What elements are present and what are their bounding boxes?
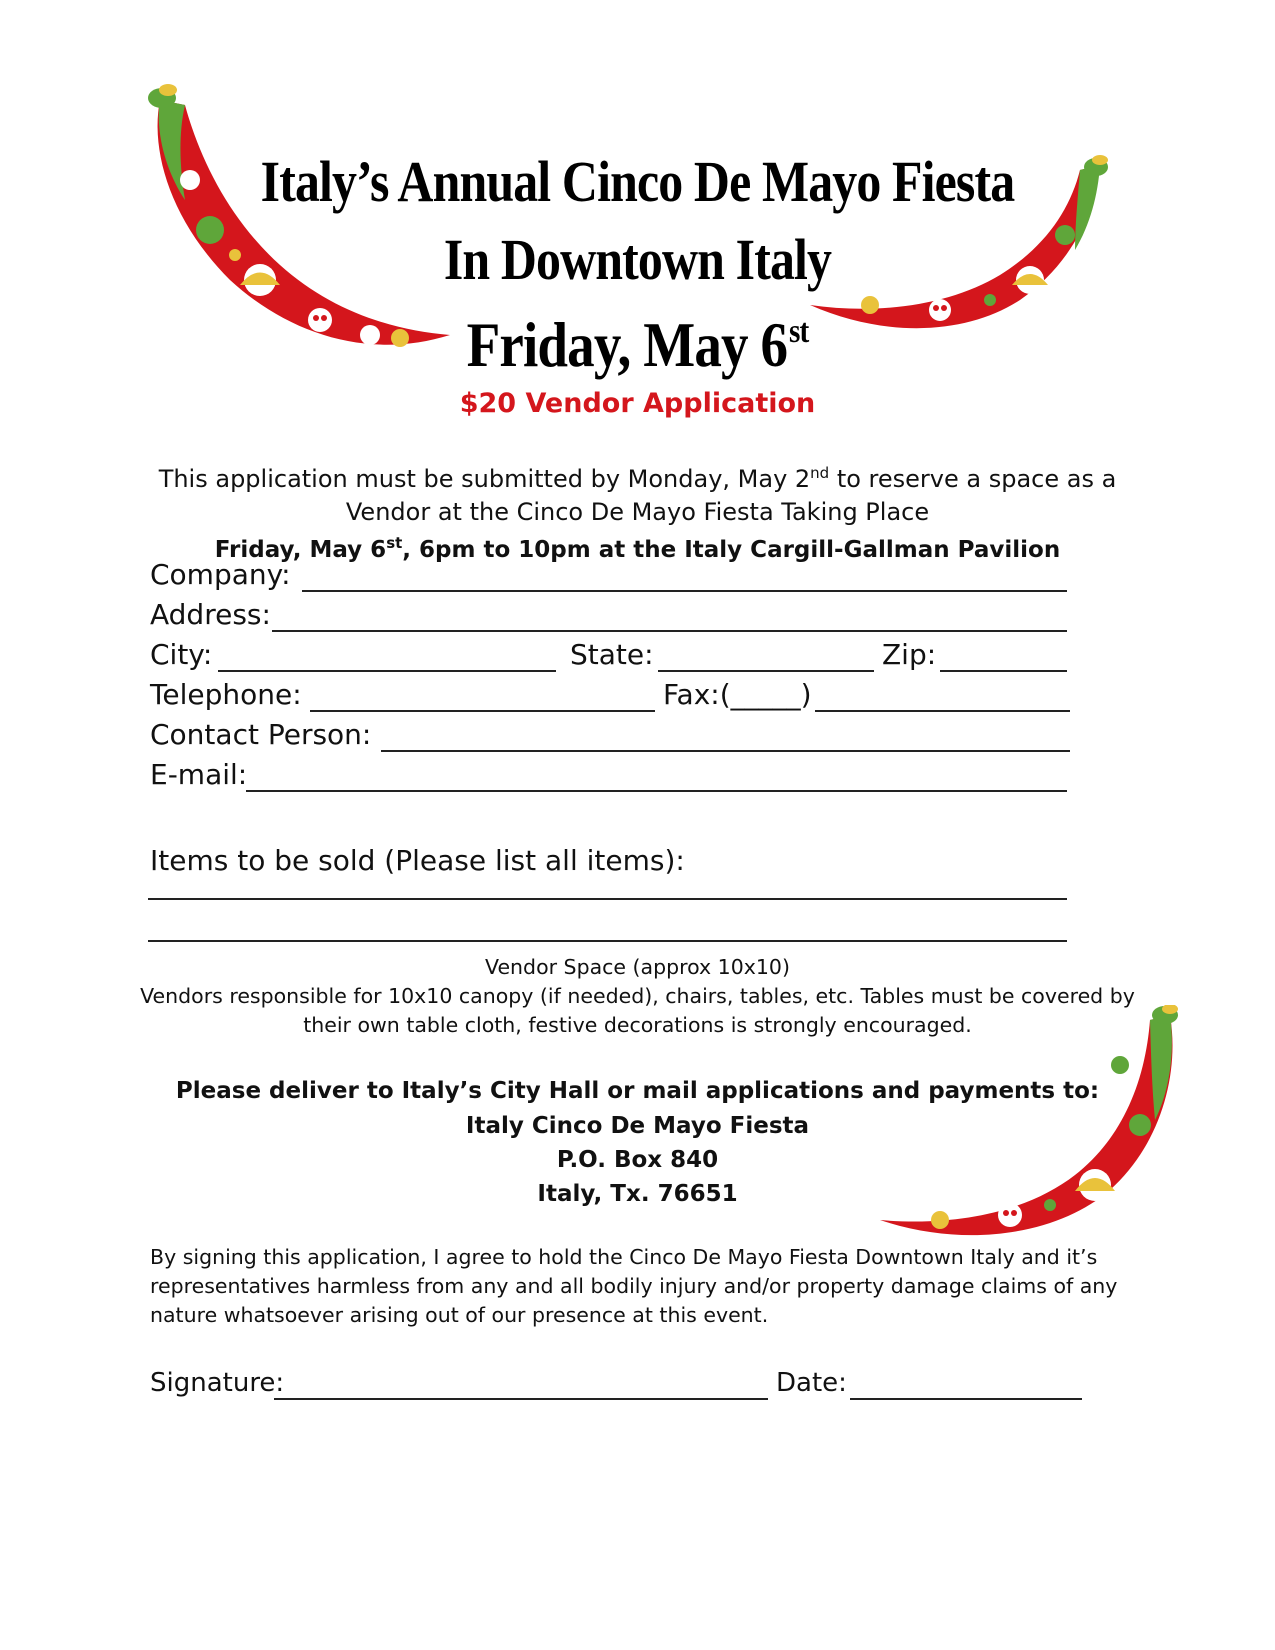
title-date: Friday, May 6 xyxy=(466,309,788,380)
company-field[interactable] xyxy=(302,590,1067,592)
legal-line-3: nature whatsoever arising out of our presence at this event. xyxy=(150,1303,769,1327)
delivery-name: Italy Cinco De Mayo Fiesta xyxy=(465,1113,810,1139)
intro-line-3-text: Friday, May 6 xyxy=(214,537,387,563)
date-label: Date: xyxy=(776,1368,847,1398)
fax-field[interactable] xyxy=(815,710,1070,712)
fax-label: Fax:(_____) xyxy=(663,678,812,711)
zip-field[interactable] xyxy=(940,670,1067,672)
intro-line-1-sup: nd xyxy=(810,464,830,482)
date-field[interactable] xyxy=(850,1398,1082,1400)
intro-line-2: Vendor at the Cinco De Mayo Fiesta Taking Place xyxy=(345,498,930,526)
city-field[interactable] xyxy=(218,670,556,672)
signature-label: Signature: xyxy=(150,1368,285,1398)
title-date-suffix: st xyxy=(788,313,809,350)
vendor-space-line-3: their own table cloth, festive decorations is strongly encouraged. xyxy=(303,1013,972,1037)
legal-line-1: By signing this application, I agree to hold the Cinco De Mayo Fiesta Downtown Italy and it’s xyxy=(150,1245,1098,1269)
title-line-2: In Downtown Italy xyxy=(443,227,832,292)
intro-line-1-text: This application must be submitted by Monday, May 2 xyxy=(158,465,811,493)
title-line-1: Italy’s Annual Cinco De Mayo Fiesta xyxy=(260,149,1015,214)
intro-line-1 xyxy=(0,464,1275,493)
title-line-3 xyxy=(89,308,1186,382)
delivery-po-box: P.O. Box 840 xyxy=(556,1147,719,1173)
items-line-1[interactable] xyxy=(148,898,1067,900)
items-to-be-sold-label: Items to be sold (Please list all items): xyxy=(150,844,685,877)
intro-line-1-rest: to reserve a space as a xyxy=(829,465,1117,493)
page-subtitle: $20 Vendor Application xyxy=(459,388,816,419)
contact-person-label: Contact Person: xyxy=(150,718,372,751)
telephone-label: Telephone: xyxy=(150,678,302,711)
email-field[interactable] xyxy=(246,790,1067,792)
zip-label: Zip: xyxy=(882,638,937,671)
address-label: Address: xyxy=(150,598,271,631)
telephone-field[interactable] xyxy=(310,710,655,712)
vendor-space-line-2: Vendors responsible for 10x10 canopy (if needed), chairs, tables, etc. Tables must be covered by xyxy=(140,984,1135,1008)
delivery-instructions: Please deliver to Italy’s City Hall or mail applications and payments to: xyxy=(175,1078,1100,1104)
contact-person-field[interactable] xyxy=(381,750,1070,752)
company-label: Company: xyxy=(150,558,291,591)
city-label: City: xyxy=(150,638,213,671)
signature-field[interactable] xyxy=(274,1398,768,1400)
vendor-space-title: Vendor Space (approx 10x10) xyxy=(485,955,790,979)
intro-line-3-rest: , 6pm to 10pm at the Italy Cargill-Gallman Pavilion xyxy=(402,537,1061,563)
email-label: E-mail: xyxy=(150,758,248,791)
legal-line-2: representatives harmless from any and all bodily injury and/or property damage claims of any xyxy=(150,1274,1118,1298)
address-field[interactable] xyxy=(272,630,1067,632)
state-label: State: xyxy=(570,638,654,671)
delivery-city: Italy, Tx. 76651 xyxy=(537,1181,738,1207)
items-line-2[interactable] xyxy=(148,940,1067,942)
state-field[interactable] xyxy=(658,670,874,672)
intro-line-3-sup: st xyxy=(386,534,403,552)
